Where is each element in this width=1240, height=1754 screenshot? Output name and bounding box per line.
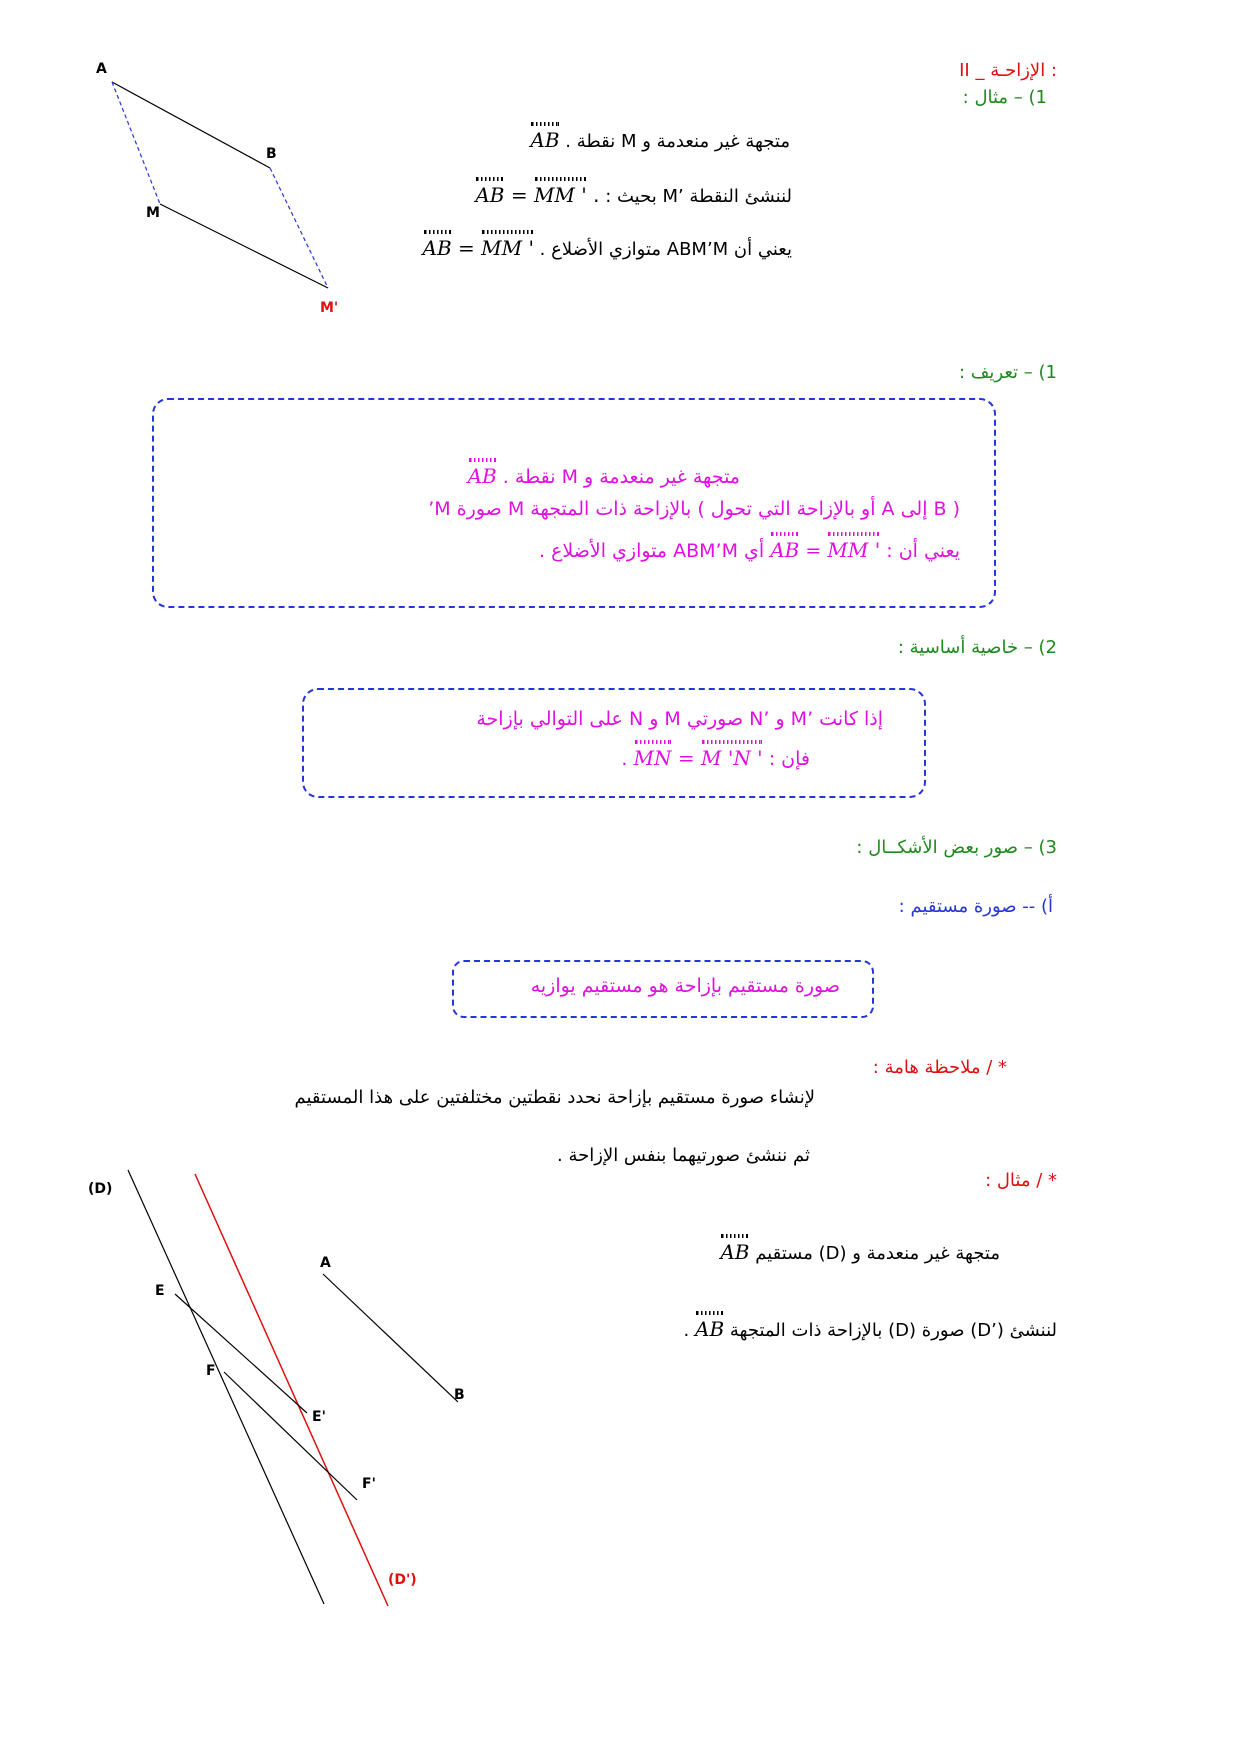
shapes-sub xyxy=(899,896,1053,917)
figure-line-translation xyxy=(90,1170,490,1630)
note-line2: ثم ننشئ صورتيهما بنفس الإزاحة . xyxy=(557,1145,810,1166)
property-line1: إذا كانت ’M و ’N صورتي M و N على التوالي بإزاحة xyxy=(476,708,883,730)
figure-parallelogram xyxy=(96,60,360,340)
definition-line1 xyxy=(468,464,740,488)
label-d: (D) xyxy=(88,1181,113,1197)
vector-ab: AB xyxy=(422,236,452,260)
vector-ab: AB xyxy=(530,128,560,152)
vector-equation: AB = MM ' . xyxy=(475,183,600,207)
example2-heading: * / مثال : xyxy=(985,1170,1057,1191)
label-a: A xyxy=(320,1255,331,1271)
label-m-prime: M' xyxy=(320,300,339,316)
section-number: II _ xyxy=(959,60,985,81)
label-a: A xyxy=(96,61,107,77)
example2-line1-text: متجهة غير منعدمة و (D) مستقيم xyxy=(755,1243,1000,1264)
note-heading: * / ملاحظة هامة : xyxy=(872,1057,1007,1078)
segment-f-fprime xyxy=(224,1372,357,1500)
label-b: B xyxy=(266,146,277,162)
definition-line3: يعني أن : MM ' = AB أي ABM’M متوازي الأضلاع . xyxy=(538,538,960,562)
property-line2: فإن : MN = M 'N ' . xyxy=(621,746,810,770)
segment-e-eprime xyxy=(175,1294,307,1413)
vector-mpnp: M 'N ' xyxy=(700,746,763,770)
vector-equation: MN = M 'N ' xyxy=(633,746,763,770)
label-e-prime: E' xyxy=(312,1409,326,1425)
segment-ab xyxy=(323,1274,458,1402)
definition-line2: ’M صورة M بالإزاحة ذات المتجهة ( أو بالإزاحة التي تحول A إلى B ) xyxy=(428,498,960,520)
segment-ab xyxy=(112,82,270,168)
label-m: M xyxy=(146,205,160,221)
shapes-sub-text: أ) -- صورة مستقيم : xyxy=(898,896,1053,917)
label-f-prime: F' xyxy=(362,1476,376,1492)
label-f: F xyxy=(206,1363,216,1379)
label-b: B xyxy=(454,1387,465,1403)
label-d-prime: (D') xyxy=(388,1572,417,1588)
line-image-text: صورة مستقيم بإزاحة هو مستقيم يوازيه xyxy=(530,975,840,997)
vector-ab: AB xyxy=(770,538,800,562)
definition-line3-text-a: يعني أن : xyxy=(886,540,960,562)
example1-line3 xyxy=(423,236,793,260)
vector-ab: AB xyxy=(695,1317,725,1341)
note-line1: لإنشاء صورة مستقيم بإزاحة نحدد نقطتين مختلفتين على هذا المستقيم xyxy=(294,1087,815,1108)
shapes-heading: 3) – صور بعض الأشكــال : xyxy=(856,837,1057,858)
segment-am xyxy=(112,82,160,204)
example1-line1 xyxy=(530,128,790,152)
property-box xyxy=(302,688,926,798)
segment-bm xyxy=(270,168,328,288)
example2-line1 xyxy=(720,1240,1000,1264)
vector-equation: AB = MM ' xyxy=(422,236,534,260)
definition-heading: 1) – تعريف : xyxy=(959,362,1057,383)
line-d xyxy=(128,1170,324,1604)
definition-line1-text: متجهة غير منعدمة و M نقطة . xyxy=(502,466,740,488)
vector-ab: AB xyxy=(720,1240,750,1264)
example1-line1-text: متجهة غير منعدمة و M نقطة . xyxy=(565,131,790,152)
vector-ab: AB xyxy=(475,183,505,207)
example2-line2: لننشئ (’D) صورة (D) بالإزاحة ذات المتجهة AB . xyxy=(683,1317,1057,1341)
example2-line2-text: لننشئ (’D) صورة (D) بالإزاحة ذات المتجهة xyxy=(729,1320,1057,1341)
property-heading: 2) – خاصية أساسية : xyxy=(897,637,1057,658)
example1-heading: 1) – مثال : xyxy=(962,87,1047,108)
definition-line3-text-b: أي ABM’M متوازي الأضلاع . xyxy=(538,540,765,562)
section-title-text: الإزاحـة : xyxy=(990,60,1057,81)
section-title xyxy=(959,60,1057,81)
vector-ab: AB xyxy=(467,464,497,488)
vector-mn: MN xyxy=(633,746,672,770)
example1-line2-text: لننشئ النقطة ’M بحيث : xyxy=(605,186,792,207)
example1-line2 xyxy=(475,183,792,207)
label-e: E xyxy=(155,1283,165,1299)
segment-mm xyxy=(160,204,328,288)
property-line2-text: فإن : xyxy=(768,748,810,770)
vector-mm: MM ' xyxy=(533,183,587,207)
example1-line3-text: يعني أن ABM’M متوازي الأضلاع . xyxy=(539,239,792,260)
vector-mm: MM ' xyxy=(827,538,881,562)
vector-equation xyxy=(827,538,880,562)
line-d-prime xyxy=(195,1174,388,1606)
vector-mm: MM ' xyxy=(481,236,534,260)
